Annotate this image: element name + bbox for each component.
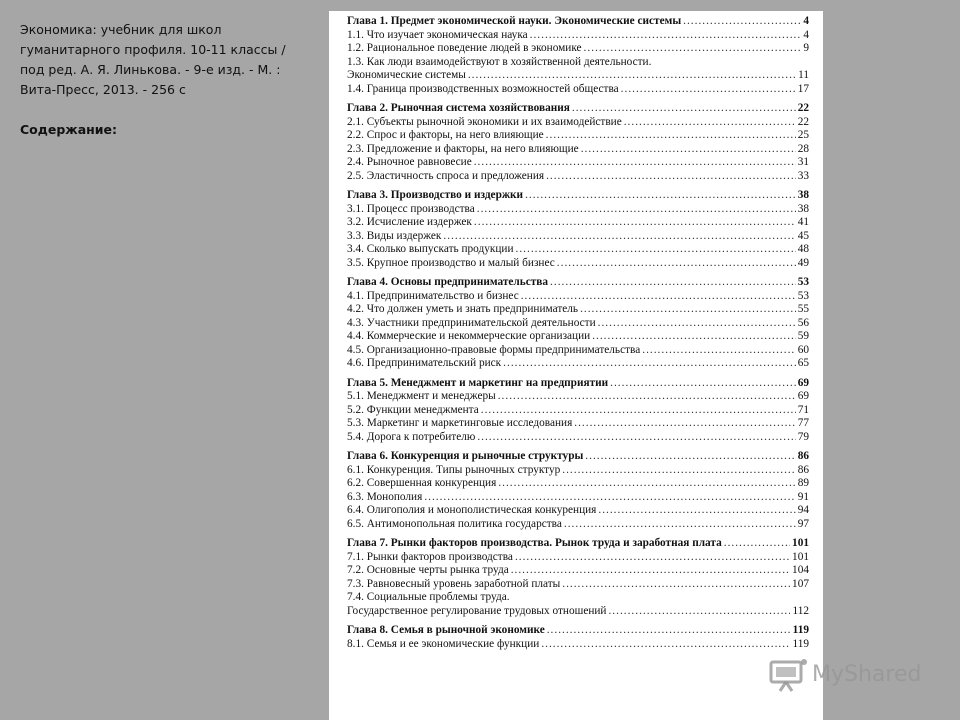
toc-page-number: 97 [797,517,809,530]
toc-leader-dots [557,257,796,271]
toc-entry-title: 4.1. Предпринимательство и бизнес [347,289,519,302]
toc-entry-title: Глава 5. Менеджмент и маркетинг на предприятии [347,376,609,389]
toc-section-row [347,591,809,605]
toc-entry-title: 6.3. Монополия [347,490,423,503]
toc-section-row [347,477,809,491]
toc-page-number: 17 [797,82,809,95]
toc-page-number: 11 [798,69,809,81]
toc-page-number: 101 [792,537,809,549]
toc-section-row [347,83,809,97]
toc-page-number: 41 [797,216,809,228]
toc-leader-dots [498,390,796,404]
toc-page-number: 65 [797,357,809,369]
toc-leader-dots [724,537,790,551]
toc-page-number: 112 [792,604,809,617]
toc-entry-title: 5.2. Функции менеджмента [347,403,479,416]
toc-leader-dots [515,551,790,565]
book-caption [20,20,310,140]
toc-page-number: 53 [797,276,809,288]
toc-section-row [347,243,809,257]
toc-page-number: 31 [797,156,809,168]
toc-section-row [347,344,809,358]
toc-leader-dots [572,102,796,116]
toc-section-row [347,551,809,565]
toc-leader-dots [564,518,796,532]
toc-page-number: 71 [797,403,809,416]
toc-leader-dots [481,404,796,418]
toc-leader-dots [525,189,796,203]
toc-entry-title: 5.4. Дорога к потребителю [347,430,476,443]
toc-page-number: 104 [792,564,809,576]
toc-leader-dots [546,129,796,143]
toc-leader-dots [477,203,796,217]
toc-leader-dots [468,69,796,83]
toc-section-row [347,303,809,317]
toc-leader-dots [511,564,790,578]
toc-page-number: 94 [797,504,809,516]
toc-entry-title: 2.5. Эластичность спроса и предложения [347,169,545,182]
toc-section-row [347,230,809,244]
toc-page-number: 22 [797,115,809,128]
toc-leader-dots [562,464,795,478]
caption-line: гуманитарного профиля. 10-11 классы / [20,42,286,57]
toc-section-row [347,605,809,619]
toc-section-row [347,143,809,157]
toc-section-row [347,518,809,532]
toc-section-row [347,638,809,652]
toc-page-scan [329,11,823,720]
toc-section-row [347,29,809,43]
toc-entry-title: 3.3. Виды издержек [347,229,442,242]
toc-page-number: 86 [797,463,809,476]
toc-entry-title: 4.5. Организационно-правовые формы предпринимательства [347,343,641,356]
toc-leader-dots [608,605,790,619]
toc-section-row [347,317,809,331]
toc-entry-title: 8.1. Семья и ее экономические функции [347,637,540,650]
projector-icon [768,656,808,692]
toc-entry-title: Глава 7. Рынки факторов производства. Рынок труда и заработная плата [347,537,722,549]
toc-leader-dots [443,230,795,244]
toc-leader-dots [541,638,790,652]
toc-section-row [347,203,809,217]
toc-page-number: 53 [797,289,809,302]
toc-page-number: 55 [797,303,809,315]
toc-entry-title: 5.3. Маркетинг и маркетинговые исследования [347,417,573,429]
toc-entry-title: 3.1. Процесс производства [347,202,475,215]
toc-chapter-row [347,189,809,203]
contents-heading: Содержание: [20,122,118,137]
toc-entry-title: Глава 3. Производство и издержки [347,189,524,201]
toc-page-number: 77 [797,417,809,429]
toc-chapter-row [347,276,809,290]
toc-entry-title: 3.2. Исчисление издержек [347,216,472,228]
toc-page-number: 33 [797,169,809,182]
toc-section-row [347,464,809,478]
toc-entry-title: 1.2. Рациональное поведение людей в экономике [347,42,582,54]
toc-chapter-row [347,624,809,638]
watermark-text: MyShared [812,661,922,687]
toc-page-number: 38 [797,202,809,215]
toc-section-row [347,69,809,83]
toc-chapter-row [347,15,809,29]
toc-leader-dots [477,431,795,445]
toc-entry-title: 2.1. Субъекты рыночной экономики и их взаимодействие [347,115,622,128]
toc-page-number: 59 [797,330,809,342]
toc-page-number: 91 [797,490,809,503]
toc-leader-dots [550,276,796,290]
toc-leader-dots [546,170,796,184]
caption-line: Экономика: учебник для школ [20,22,222,37]
toc-section-row [347,390,809,404]
toc-entry-title: 1.4. Граница производственных возможностей общества [347,82,619,95]
toc-entry-title: 3.5. Крупное производство и малый бизнес [347,256,555,269]
toc-entry-title: Глава 6. Конкуренция и рыночные структуры [347,450,584,462]
toc-page-number: 49 [797,256,809,269]
toc-entry-title: 1.3. Как люди взаимодействуют в хозяйственной деятельности. [347,55,652,68]
toc-leader-dots [598,317,796,331]
toc-entry-title: 4.2. Что должен уметь и знать предприниматель [347,303,579,315]
toc-leader-dots [498,477,795,491]
toc-section-row [347,216,809,230]
toc-page-number: 107 [792,577,809,590]
toc-section-row [347,431,809,445]
toc-leader-dots [547,624,791,638]
toc-page-number: 86 [797,450,809,462]
toc-page-number: 22 [797,102,809,114]
toc-leader-dots [574,417,795,431]
toc-section-row [347,578,809,592]
toc-page-number: 48 [797,243,809,255]
toc-leader-dots [516,243,796,257]
toc-entry-title: 6.2. Совершенная конкуренция [347,477,497,489]
toc-entry-title: 7.4. Социальные проблемы труда. [347,591,510,603]
toc-leader-dots [598,504,795,518]
toc-leader-dots [584,42,802,56]
toc-leader-dots [530,29,802,43]
toc-page-number: 4 [803,28,809,41]
toc-page-number: 101 [792,550,809,563]
toc-section-row [347,170,809,184]
toc-leader-dots [580,303,796,317]
toc-page-number: 25 [797,129,809,141]
toc-entry-title: 3.4. Сколько выпускать продукции [347,243,514,255]
toc-entry-title: 7.1. Рынки факторов производства [347,550,513,563]
toc-page-number: 9 [803,42,809,54]
toc-leader-dots [642,344,795,358]
toc-page-number: 28 [797,142,809,155]
toc-chapter-row [347,102,809,116]
toc-entry-title: 7.2. Основные черты рынка труда [347,564,509,576]
toc-section-row [347,330,809,344]
toc-entry-title: Экономические системы [347,69,466,81]
toc-section-row [347,116,809,130]
toc-leader-dots [621,83,796,97]
toc-page-number: 38 [797,189,809,201]
toc-page-number: 60 [797,343,809,356]
toc-entry-title: 5.1. Менеджмент и менеджеры [347,390,496,402]
toc-section-row [347,257,809,271]
toc-chapter-row [347,377,809,391]
toc-chapter-row [347,537,809,551]
toc-entry-title: 2.4. Рыночное равновесие [347,156,472,168]
toc-page-number: 4 [803,15,809,27]
toc-page-number: 119 [792,624,809,636]
toc-entry-title: 6.5. Антимонопольная политика государства [347,517,562,530]
watermark [768,656,921,692]
toc-entry-title: 4.6. Предпринимательский риск [347,357,502,369]
toc-entry-title: Государственное регулирование трудовых отношений [347,604,607,617]
toc-leader-dots [521,290,796,304]
toc-page-number: 79 [797,430,809,443]
toc-entry-title: 6.1. Конкуренция. Типы рыночных структур [347,463,561,476]
toc-entry-title: Глава 2. Рыночная система хозяйствования [347,102,570,114]
toc-leader-dots [610,377,796,391]
toc-entry-title: 2.2. Спрос и факторы, на него влияющие [347,129,544,141]
toc-page-number: 69 [797,390,809,402]
toc-leader-dots [683,15,801,29]
toc-section-row [347,564,809,578]
toc-leader-dots [581,143,796,157]
toc-entry-title: Глава 4. Основы предпринимательства [347,276,549,288]
toc-section-row [347,56,809,70]
toc-section-row [347,156,809,170]
toc-section-row [347,404,809,418]
table-of-contents [347,15,809,651]
toc-page-number: 45 [797,229,809,242]
toc-leader-dots [624,116,796,130]
toc-section-row [347,491,809,505]
toc-entry-title: 6.4. Олигополия и монополистическая конкуренция [347,504,597,516]
toc-entry-title: 2.3. Предложение и факторы, на него влияющие [347,142,579,155]
toc-page-number: 119 [792,637,809,650]
toc-chapter-row [347,450,809,464]
toc-section-row [347,417,809,431]
toc-page-number: 89 [797,477,809,489]
toc-section-row [347,129,809,143]
toc-leader-dots [585,450,795,464]
toc-leader-dots [503,357,796,371]
toc-leader-dots [562,578,790,592]
toc-section-row [347,42,809,56]
toc-entry-title: 4.3. Участники предпринимательской деятельности [347,316,596,329]
toc-entry-title: 4.4. Коммерческие и некоммерческие организации [347,330,591,342]
toc-section-row [347,357,809,371]
toc-section-row [347,504,809,518]
toc-leader-dots [424,491,795,505]
toc-page-number: 69 [797,376,809,389]
toc-leader-dots [592,330,796,344]
toc-page-number: 56 [797,316,809,329]
toc-leader-dots [474,156,796,170]
toc-entry-title: 1.1. Что изучает экономическая наука [347,28,528,41]
toc-entry-title: 7.3. Равновесный уровень заработной платы [347,577,561,590]
toc-section-row [347,290,809,304]
caption-line: Вита-Пресс, 2013. - 256 с [20,82,186,97]
toc-leader-dots [474,216,796,230]
toc-entry-title: Глава 8. Семья в рыночной экономике [347,624,545,636]
caption-line: под ред. А. Я. Линькова. - 9-е изд. - М. : [20,62,281,77]
toc-entry-title: Глава 1. Предмет экономической науки. Экономические системы [347,15,682,27]
